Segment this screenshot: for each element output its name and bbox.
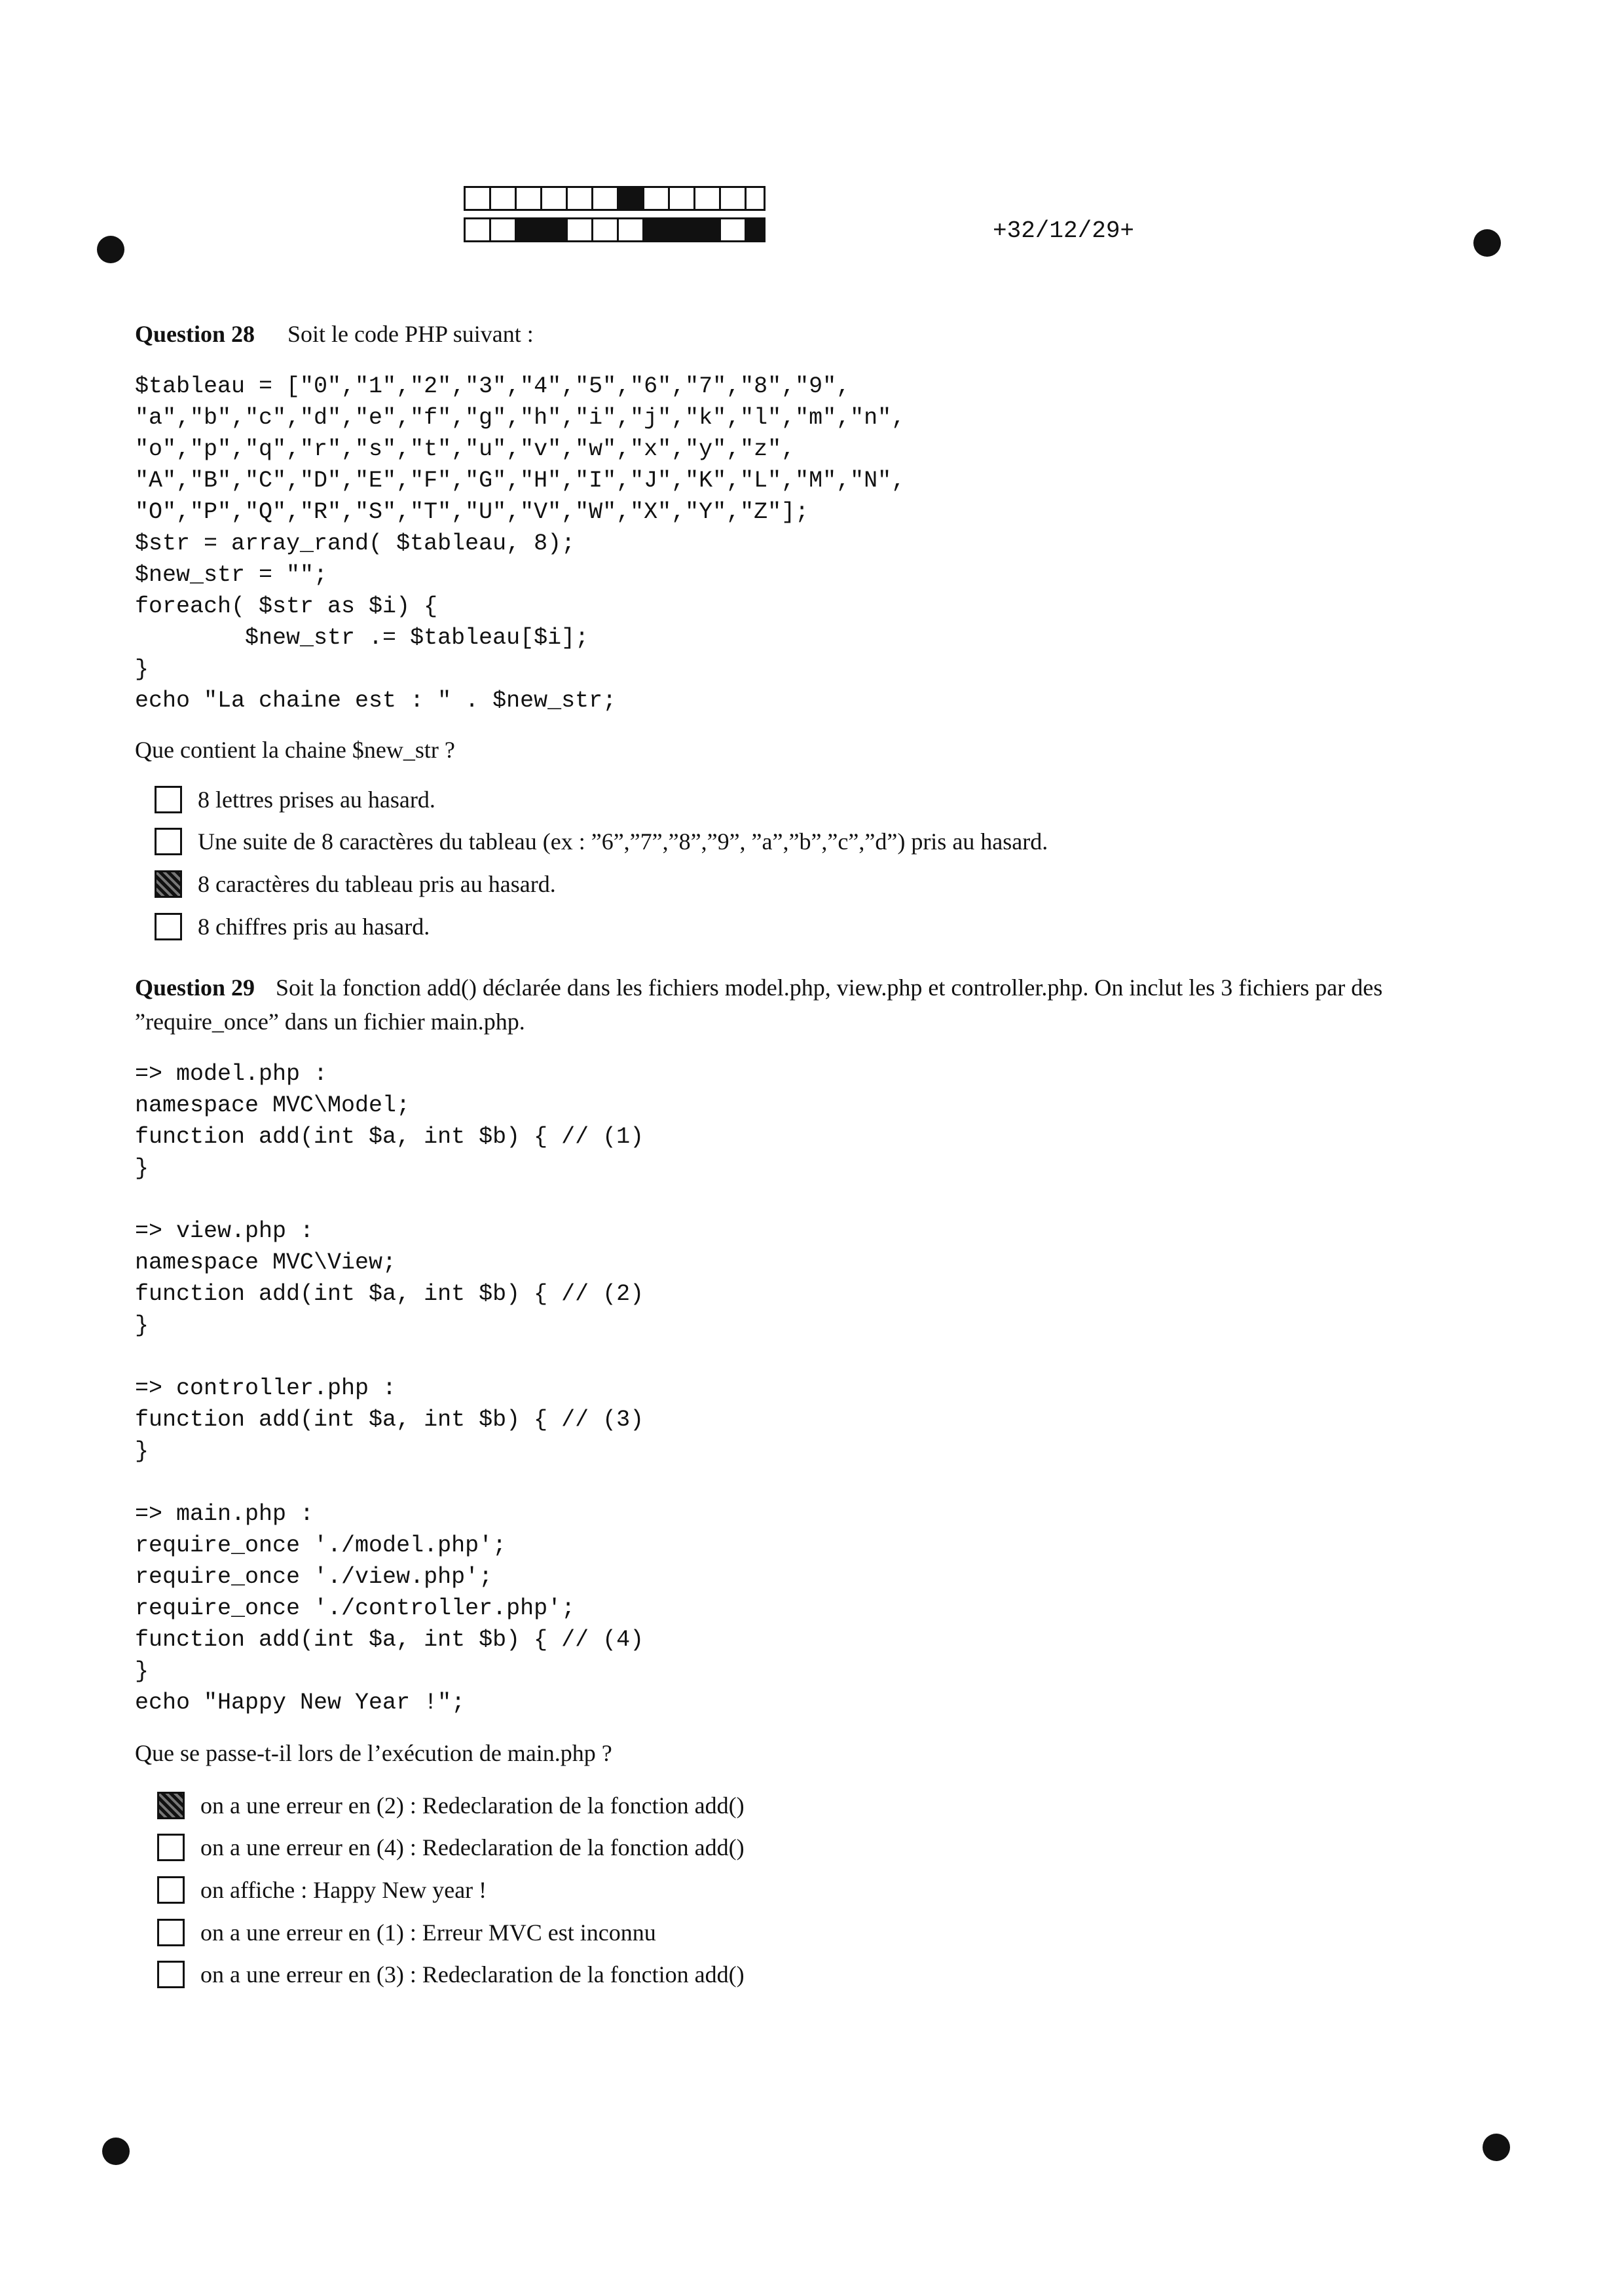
answer-text: 8 caractères du tableau pris au hasard. bbox=[198, 871, 556, 897]
question-29 bbox=[135, 971, 1477, 1039]
answer-text: 8 lettres prises au hasard. bbox=[198, 787, 435, 813]
answer-text: on a une erreur en (3) : Redeclaration de la fonction add() bbox=[200, 1961, 745, 1988]
barcode-cell bbox=[591, 217, 619, 242]
barcode-cell bbox=[719, 217, 747, 242]
answer-option[interactable] bbox=[157, 1876, 487, 1904]
answer-text: on a une erreur en (4) : Redeclaration de la fonction add() bbox=[200, 1834, 745, 1861]
checkbox[interactable] bbox=[155, 786, 182, 813]
checkbox[interactable] bbox=[157, 1961, 185, 1988]
question-label: Question 28 bbox=[135, 321, 255, 347]
barcode-cell bbox=[515, 217, 568, 242]
page-id: +32/12/29+ bbox=[993, 217, 1135, 244]
question-28 bbox=[135, 317, 1471, 351]
barcode-cell bbox=[464, 217, 491, 242]
checkbox-checked[interactable] bbox=[157, 1792, 185, 1819]
registration-mark-top-right bbox=[1473, 229, 1501, 257]
barcode-cell bbox=[642, 186, 670, 211]
barcode-cell bbox=[719, 186, 747, 211]
checkbox-checked[interactable] bbox=[155, 870, 182, 898]
registration-mark-bottom-right bbox=[1483, 2134, 1510, 2161]
checkbox[interactable] bbox=[157, 1876, 185, 1904]
answer-option[interactable] bbox=[157, 1834, 745, 1861]
answer-option[interactable] bbox=[157, 1919, 656, 1946]
code-block: $tableau = ["0","1","2","3","4","5","6","7","8","9", "a","b","c","d","e","f","g","h","i","j","k","l","m","n", "o","p","q","r","s","t","u","v","w","x","y","z", "A","B","C","D","E","F","G","H","I","J","K","L","M","N", "O","P","Q","R","S","T","U","V","W","X","Y","Z"]; $str = array_rand( $tableau, 8); $new_str = ""; foreach( $str as $i) { $new_str .= $tableau[$i]; } echo "La chaine est : " . $new_str; bbox=[135, 373, 906, 714]
barcode-cell bbox=[540, 186, 568, 211]
barcode-cell bbox=[745, 186, 766, 211]
barcode-cell bbox=[566, 217, 593, 242]
barcode-cell bbox=[591, 186, 619, 211]
registration-mark-bottom-left bbox=[102, 2138, 130, 2165]
barcode-cell bbox=[668, 186, 695, 211]
question-text: Soit la fonction add() déclarée dans les fichiers model.php, view.php et controller.php. On inclut les 3 fichiers par des ”require_once” dans un fichier main.php. bbox=[135, 974, 1383, 1035]
answer-option[interactable] bbox=[155, 913, 430, 940]
barcode-cell bbox=[489, 186, 517, 211]
answer-option[interactable] bbox=[157, 1792, 745, 1819]
question-prompt: Que se passe-t-il lors de l’exécution de main.php ? bbox=[135, 1740, 612, 1766]
answer-text: 8 chiffres pris au hasard. bbox=[198, 914, 430, 940]
registration-mark-top-left bbox=[97, 236, 124, 263]
answer-option[interactable] bbox=[155, 786, 435, 813]
checkbox[interactable] bbox=[157, 1919, 185, 1946]
barcode-cell bbox=[642, 217, 721, 242]
barcode-cell bbox=[693, 186, 721, 211]
question-text: Soit le code PHP suivant : bbox=[287, 321, 534, 347]
answer-text: on affiche : Happy New year ! bbox=[200, 1877, 487, 1903]
checkbox[interactable] bbox=[155, 828, 182, 855]
barcode-cell bbox=[489, 217, 517, 242]
answer-text: on a une erreur en (2) : Redeclaration de la fonction add() bbox=[200, 1792, 745, 1819]
code-block: => model.php : namespace MVC\Model; function add(int $a, int $b) { // (1) } => view.php : namespace MVC\View; function add(int $a, int $b) { // (2) } => controller.php : function add(int $a, int $b) { // (3) } => main.php : require_once './model.php'; require_once './view.php'; require_once './controller.php'; function add(int $a, int $b) { // (4) } echo "Happy New Year !"; bbox=[135, 1061, 644, 1716]
barcode-cell bbox=[566, 186, 593, 211]
answer-text: Une suite de 8 caractères du tableau (ex : ”6”,”7”,”8”,”9”, ”a”,”b”,”c”,”d”) pris au hasard. bbox=[198, 828, 1048, 855]
barcode-cell bbox=[617, 217, 644, 242]
barcode-cell bbox=[745, 217, 766, 242]
question-prompt: Que contient la chaine $new_str ? bbox=[135, 737, 455, 763]
barcode-cell bbox=[464, 186, 491, 211]
answer-option[interactable] bbox=[157, 1961, 745, 1988]
question-label: Question 29 bbox=[135, 974, 255, 1001]
answer-option[interactable] bbox=[155, 870, 556, 898]
barcode-cell bbox=[515, 186, 542, 211]
answer-option[interactable] bbox=[155, 828, 1048, 855]
barcode-cell bbox=[617, 186, 644, 211]
checkbox[interactable] bbox=[155, 913, 182, 940]
checkbox[interactable] bbox=[157, 1834, 185, 1861]
answer-text: on a une erreur en (1) : Erreur MVC est inconnu bbox=[200, 1919, 656, 1946]
